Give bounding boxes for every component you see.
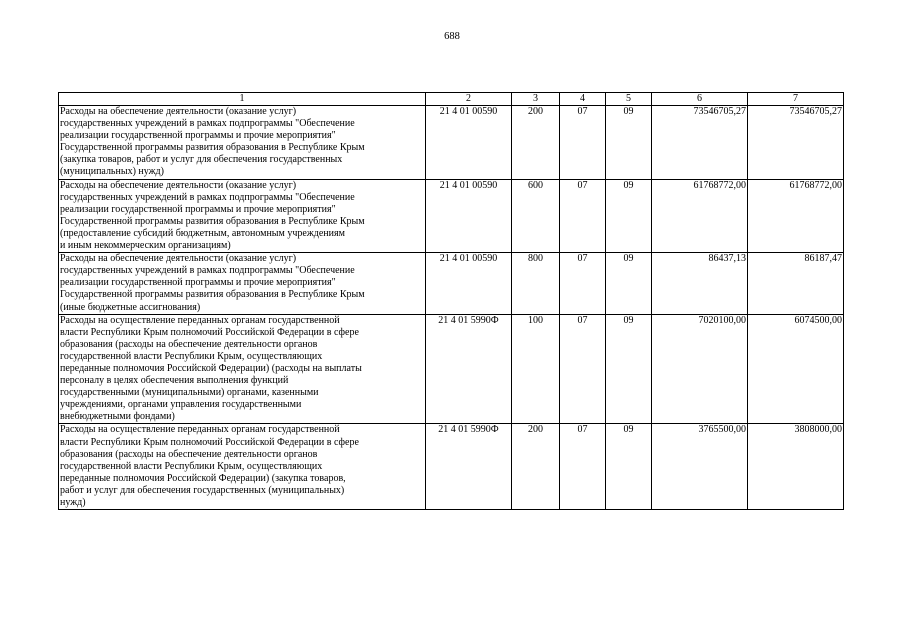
expense-name: Расходы на обеспечение деятельности (оказание услуг) государственных учреждений в рамках подпрограммы "Обеспечение реализации государственной программы и прочие мероприятия" Государственной программы развития образования в Республике Крым (предоставление субсидий бюджетным, автономным учреждениям и иным некоммерческим организациям) (59, 179, 426, 253)
table-row (59, 179, 844, 253)
col-header-7: 7 (748, 93, 844, 106)
expense-name: Расходы на обеспечение деятельности (оказание услуг) государственных учреждений в рамках подпрограммы "Обеспечение реализации государственной программы и прочие мероприятия" Государственной программы развития образования в Республике Крым (закупка товаров, работ и услуг для обеспечения государственных (муниципальных) нужд) (59, 106, 426, 180)
target-article-code: 21 4 01 5990Ф (426, 424, 512, 510)
amount-col-6: 86437,13 (652, 253, 748, 314)
section-code: 07 (560, 253, 606, 314)
subsection-code: 09 (606, 424, 652, 510)
expense-type-code: 200 (512, 424, 560, 510)
table-row (59, 106, 844, 180)
table-row (59, 253, 844, 314)
section-code: 07 (560, 179, 606, 253)
section-code: 07 (560, 314, 606, 424)
target-article-code: 21 4 01 00590 (426, 179, 512, 253)
col-header-4: 4 (560, 93, 606, 106)
amount-col-6: 7020100,00 (652, 314, 748, 424)
expense-type-code: 800 (512, 253, 560, 314)
target-article-code: 21 4 01 00590 (426, 253, 512, 314)
subsection-code: 09 (606, 179, 652, 253)
subsection-code: 09 (606, 253, 652, 314)
amount-col-6: 61768772,00 (652, 179, 748, 253)
expense-name: Расходы на обеспечение деятельности (оказание услуг) государственных учреждений в рамках подпрограммы "Обеспечение реализации государственной программы и прочие мероприятия" Государственной программы развития образования в Республике Крым (иные бюджетные ассигнования) (59, 253, 426, 314)
col-header-2: 2 (426, 93, 512, 106)
col-header-6: 6 (652, 93, 748, 106)
page-number: 688 (444, 31, 460, 42)
expense-name: Расходы на осуществление переданных органам государственной власти Республики Крым полномочий Российской Федерации в сфере образования (расходы на обеспечение деятельности органов государственной власти Республики Крым, осуществляющих переданные полномочия Российской Федерации) (расходы на выплаты персоналу в целях обеспечения выполнения функций государственными (муниципальными) органами, казенными учреждениями, органами управления государственными внебюджетными фондами) (59, 314, 426, 424)
target-article-code: 21 4 01 5990Ф (426, 314, 512, 424)
amount-col-6: 3765500,00 (652, 424, 748, 510)
section-code: 07 (560, 424, 606, 510)
amount-col-7: 3808000,00 (748, 424, 844, 510)
expense-type-code: 200 (512, 106, 560, 180)
amount-col-7: 73546705,27 (748, 106, 844, 180)
amount-col-7: 61768772,00 (748, 179, 844, 253)
amount-col-6: 73546705,27 (652, 106, 748, 180)
col-header-5: 5 (606, 93, 652, 106)
table-row (59, 424, 844, 510)
section-code: 07 (560, 106, 606, 180)
col-header-3: 3 (512, 93, 560, 106)
expense-type-code: 600 (512, 179, 560, 253)
table-row (59, 314, 844, 424)
amount-col-7: 86187,47 (748, 253, 844, 314)
table-header-row (59, 93, 844, 106)
subsection-code: 09 (606, 314, 652, 424)
col-header-1: 1 (59, 93, 426, 106)
expense-type-code: 100 (512, 314, 560, 424)
amount-col-7: 6074500,00 (748, 314, 844, 424)
budget-table (58, 92, 844, 510)
expense-name: Расходы на осуществление переданных органам государственной власти Республики Крым полномочий Российской Федерации в сфере образования (расходы на обеспечение деятельности органов государственной власти Республики Крым, осуществляющих переданные полномочия Российской Федерации) (закупка товаров, работ и услуг для обеспечения государственных (муниципальных) нужд) (59, 424, 426, 510)
subsection-code: 09 (606, 106, 652, 180)
target-article-code: 21 4 01 00590 (426, 106, 512, 180)
